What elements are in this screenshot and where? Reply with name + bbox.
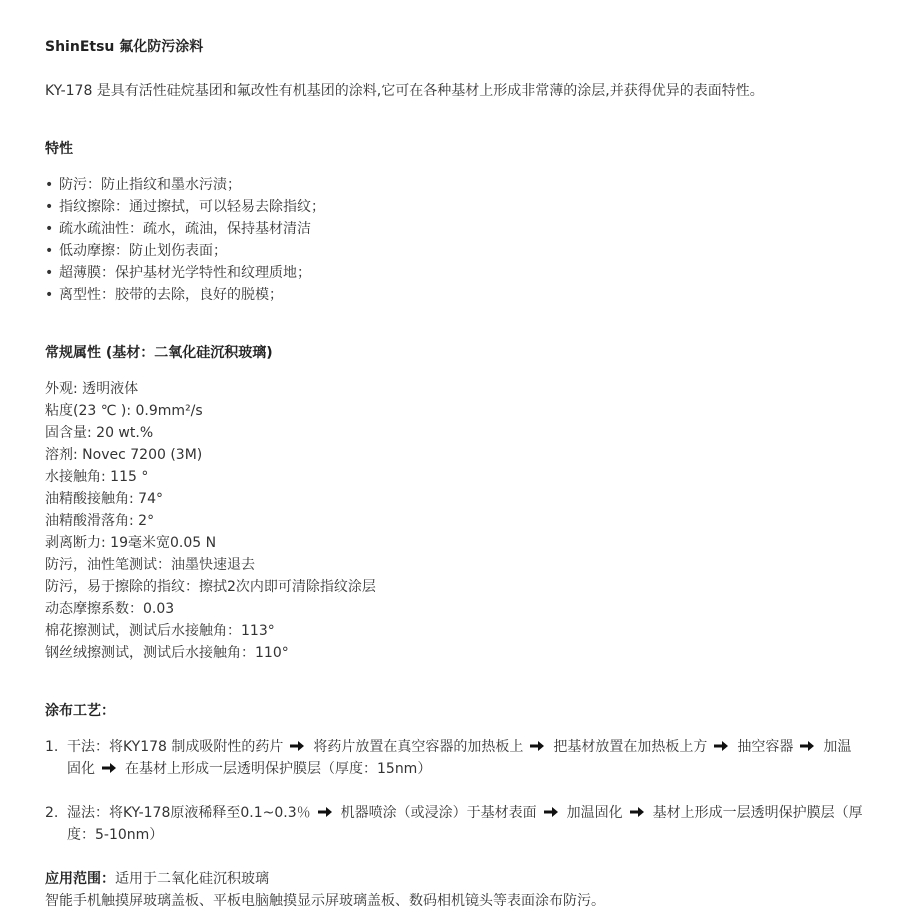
step-number: 1. — [45, 739, 59, 755]
property-line: 防污，易于擦除的指纹：擦拭2次内即可清除指纹涂层 — [45, 579, 376, 595]
property-line: 动态摩擦系数：0.03 — [45, 601, 175, 617]
property-line: 油精酸接触角: 74° — [45, 491, 163, 507]
step-part: 将药片放置在真空容器的加热板上 — [313, 739, 524, 755]
document-body — [45, 36, 865, 912]
right-arrow-icon — [629, 806, 645, 818]
property-line: 固含量: 20 wt.% — [45, 425, 154, 441]
list-item — [45, 262, 865, 284]
features-heading: 特性 — [45, 141, 73, 157]
feature-text: 防污：防止指纹和墨水污渍； — [59, 177, 241, 193]
list-item — [45, 196, 865, 218]
properties-heading: 常规属性 (基材：二氧化硅沉积玻璃) — [45, 345, 273, 361]
intro-paragraph: KY-178 是具有活性硅烷基团和氟改性有机基团的涂料,它可在各种基材上形成非常薄的涂层,并获得优异的表面特性。 — [45, 83, 764, 99]
application-value: 适用于二氧化硅沉积玻璃 — [115, 871, 269, 887]
process-step-wet — [45, 802, 865, 846]
right-arrow-icon — [529, 740, 545, 752]
right-arrow-icon — [289, 740, 305, 752]
bullet: • — [45, 221, 54, 237]
step-part: 基材上形成一层透明保护膜层（厚度：5-10nm） — [67, 805, 863, 843]
property-line: 粘度(23 ℃ ): 0.9mm²/s — [45, 403, 203, 419]
step-part: 抽空容器 — [737, 739, 794, 755]
right-arrow-icon — [543, 806, 559, 818]
right-arrow-icon — [101, 762, 117, 774]
step-part: 在基材上形成一层透明保护膜层（厚度：15nm） — [125, 761, 432, 777]
feature-text: 低动摩擦：防止划伤表面； — [59, 243, 227, 259]
feature-text: 指纹擦除：通过擦拭，可以轻易去除指纹； — [59, 199, 325, 215]
list-item — [45, 240, 865, 262]
list-item — [45, 218, 865, 240]
feature-text: 疏水疏油性：疏水，疏油，保持基材清洁 — [59, 221, 311, 237]
step-spacer — [45, 780, 865, 802]
step-number: 2. — [45, 805, 59, 821]
step-part: 机器喷涂（或浸涂）于基材表面 — [340, 805, 537, 821]
process-steps — [45, 736, 865, 846]
properties-list — [45, 378, 865, 664]
application-detail: 智能手机触摸屏玻璃盖板、平板电脑触摸显示屏玻璃盖板、数码相机镜头等表面涂布防污。 — [45, 893, 605, 909]
property-line: 防污，油性笔测试：油墨快速退去 — [45, 557, 255, 573]
bullet: • — [45, 265, 54, 281]
right-arrow-icon — [799, 740, 815, 752]
property-line: 外观: 透明液体 — [45, 381, 139, 397]
application-line — [45, 868, 865, 890]
bullet: • — [45, 177, 54, 193]
bullet: • — [45, 287, 54, 303]
step-part: 加温固化 — [67, 739, 852, 777]
property-line: 溶剂: Novec 7200 (3M) — [45, 447, 203, 463]
step-part: 湿法：将KY-178原液稀释至0.1~0.3％ — [67, 805, 311, 821]
step-part: 干法：将KY178 制成吸附性的药片 — [67, 739, 284, 755]
application-label: 应用范围： — [45, 871, 115, 887]
step-part: 加温固化 — [566, 805, 623, 821]
feature-text: 超薄膜：保护基材光学特性和纹理质地； — [59, 265, 311, 281]
property-line: 钢丝绒擦测试，测试后水接触角：110° — [45, 645, 289, 661]
list-item — [45, 284, 865, 306]
bullet: • — [45, 199, 54, 215]
feature-text: 离型性：胶带的去除，良好的脱模； — [59, 287, 283, 303]
right-arrow-icon — [317, 806, 333, 818]
list-item — [45, 174, 865, 196]
property-line: 水接触角: 115 ° — [45, 469, 149, 485]
step-part: 把基材放置在加热板上方 — [553, 739, 708, 755]
page-title: ShinEtsu 氟化防污涂料 — [45, 39, 204, 55]
bullet: • — [45, 243, 54, 259]
property-line: 油精酸滑落角: 2° — [45, 513, 155, 529]
process-heading: 涂布工艺： — [45, 703, 115, 719]
property-line: 剥离断力: 19毫米宽0.05 N — [45, 535, 217, 551]
property-line: 棉花擦测试，测试后水接触角：113° — [45, 623, 275, 639]
process-step-dry — [45, 736, 865, 780]
features-list — [45, 174, 865, 306]
right-arrow-icon — [713, 740, 729, 752]
